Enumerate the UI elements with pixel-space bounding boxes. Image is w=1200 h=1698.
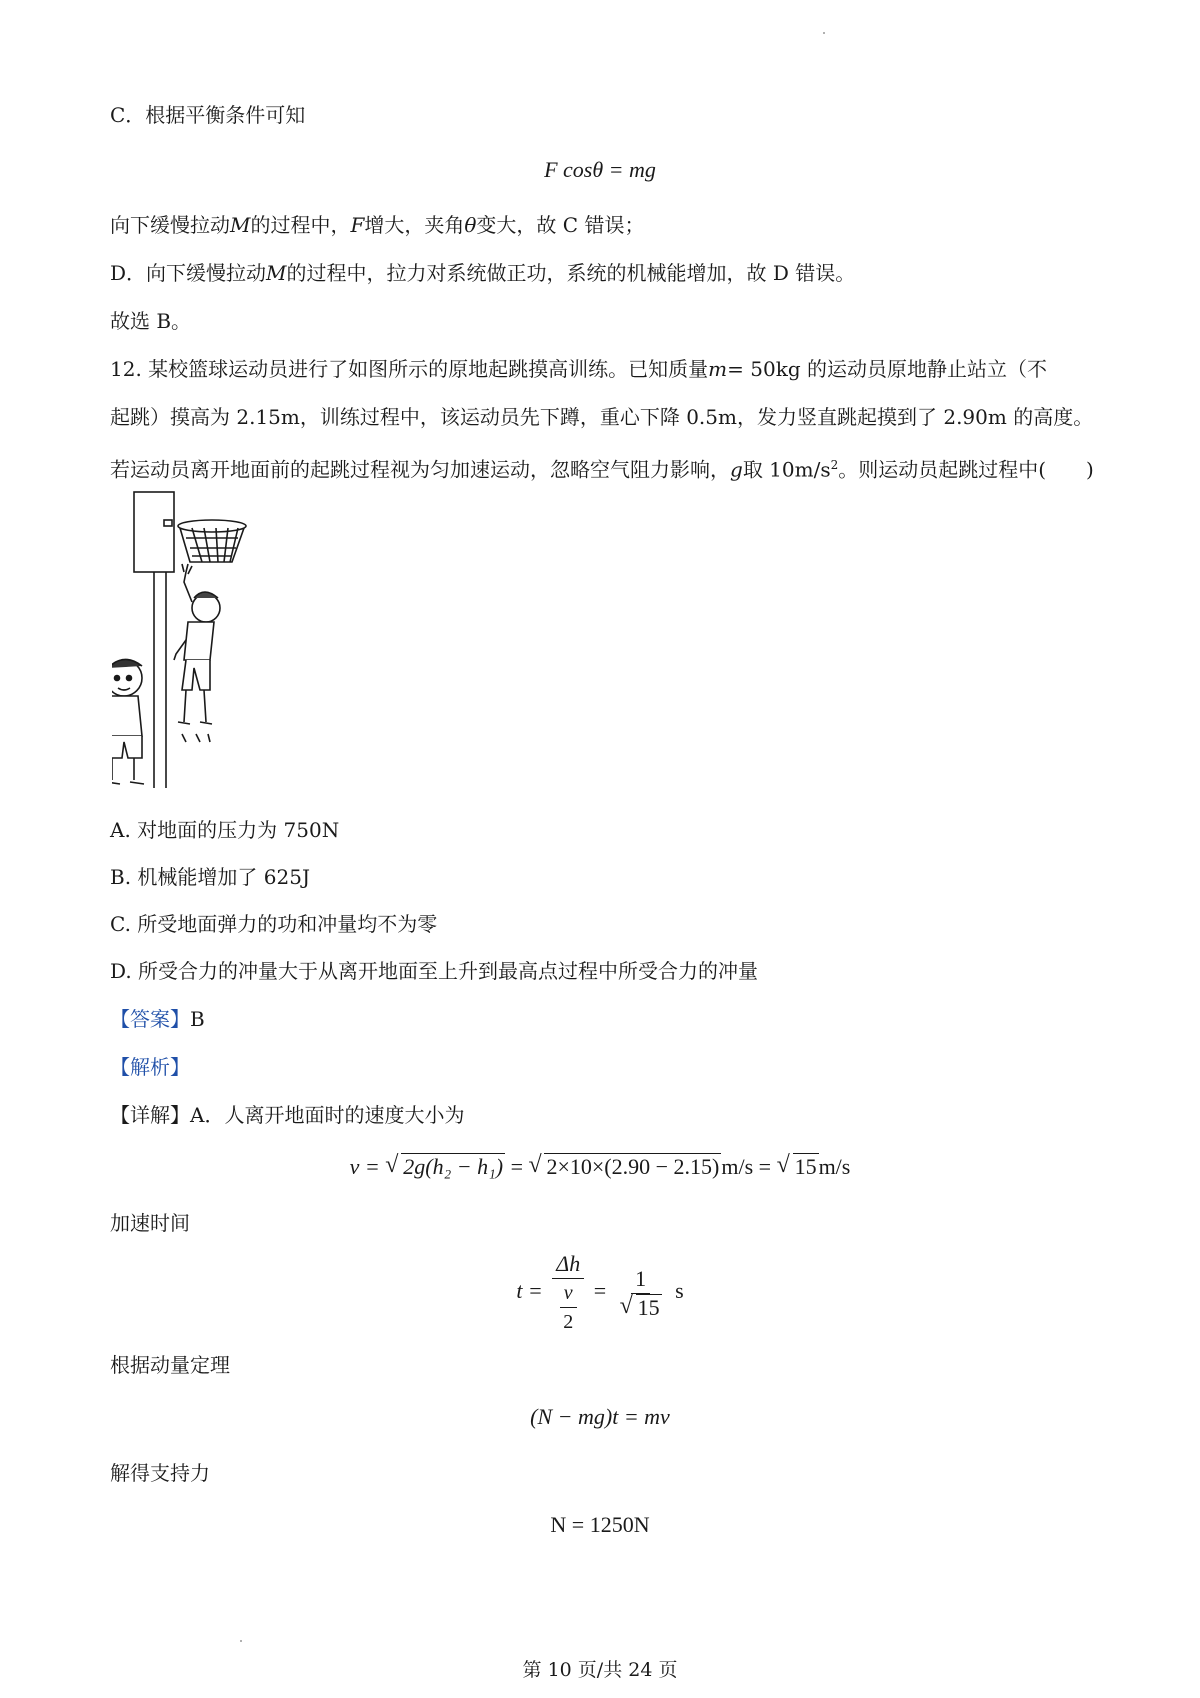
question-12-line-2: 起跳）摸高为 2.15m，训练过程中，该运动员先下蹲，重心下降 0.5m，发力竖直跳起摸到了 2.90m 的高度。	[110, 405, 1094, 429]
question-12-line-1: 12. 某校篮球运动员进行了如图所示的原地起跳摸高训练。已知质量m= 50kg 的运动员原地静止站立（不	[110, 357, 1047, 381]
option-c-text: C．根据平衡条件可知	[110, 103, 306, 127]
backboard	[134, 492, 174, 572]
jumper-arm-up	[184, 572, 192, 602]
accel-time-label: 加速时间	[110, 1211, 190, 1235]
detail-tag: 【详解】	[110, 1103, 190, 1127]
equation-balance: F cosθ = mg	[544, 157, 656, 182]
jumper-body	[184, 622, 214, 660]
equation-time: t = $\frac{\Delta h}{\frac{v}{2}}$ = 1 √ 15 s	[0, 1250, 1200, 1336]
choose-b: 故选 B。	[110, 309, 192, 333]
d-explanation: D．向下缓慢拉动M的过程中，拉力对系统做正功，系统的机械能增加，故 D 错误。	[110, 261, 856, 285]
answer-tag: 【答案】	[110, 1007, 190, 1031]
answer-line	[110, 1004, 205, 1034]
page-footer: 第 10 页/共 24 页	[522, 1659, 678, 1681]
solve-support-label: 解得支持力	[110, 1461, 210, 1485]
standing-boy-body	[112, 696, 142, 736]
basketball-jump-figure	[112, 490, 272, 790]
option-d: D. 所受合力的冲量大于从离开地面至上升到最高点过程中所受合力的冲量	[110, 959, 759, 983]
scan-dot	[823, 32, 825, 34]
detail-line: 【详解】A．人离开地面时的速度大小为	[110, 1103, 465, 1127]
scan-dot	[240, 1640, 242, 1642]
c-explanation: 向下缓慢拉动M的过程中，F增大，夹角θ变大，故 C 错误；	[110, 213, 645, 237]
option-a: A. 对地面的压力为 750N	[110, 818, 340, 842]
momentum-theorem-label: 根据动量定理	[110, 1353, 230, 1377]
jumper-head	[192, 594, 220, 622]
question-12-line-3: 若运动员离开地面前的起跳过程视为匀加速运动，忽略空气阻力影响，g取 $10m/s^2$。则运动员起跳过程中( )	[110, 457, 1094, 482]
hoop	[178, 520, 246, 532]
equation-velocity: v = √ 2g(h₂ − h₁) = √ 2×10×(2.90 − 2.15)m/s = √ 15m/s	[0, 1152, 1200, 1182]
jumper-shorts	[182, 660, 210, 690]
option-b: B. 机械能增加了 625J	[110, 865, 310, 889]
analysis-tag: 【解析】	[110, 1055, 190, 1079]
option-c: C. 所受地面弹力的功和冲量均不为零	[110, 912, 438, 936]
equation-support-force: N = 1250N	[550, 1512, 650, 1537]
equation-momentum: (N − mg)t = mv	[530, 1404, 670, 1429]
answer-value: B	[190, 1007, 205, 1031]
